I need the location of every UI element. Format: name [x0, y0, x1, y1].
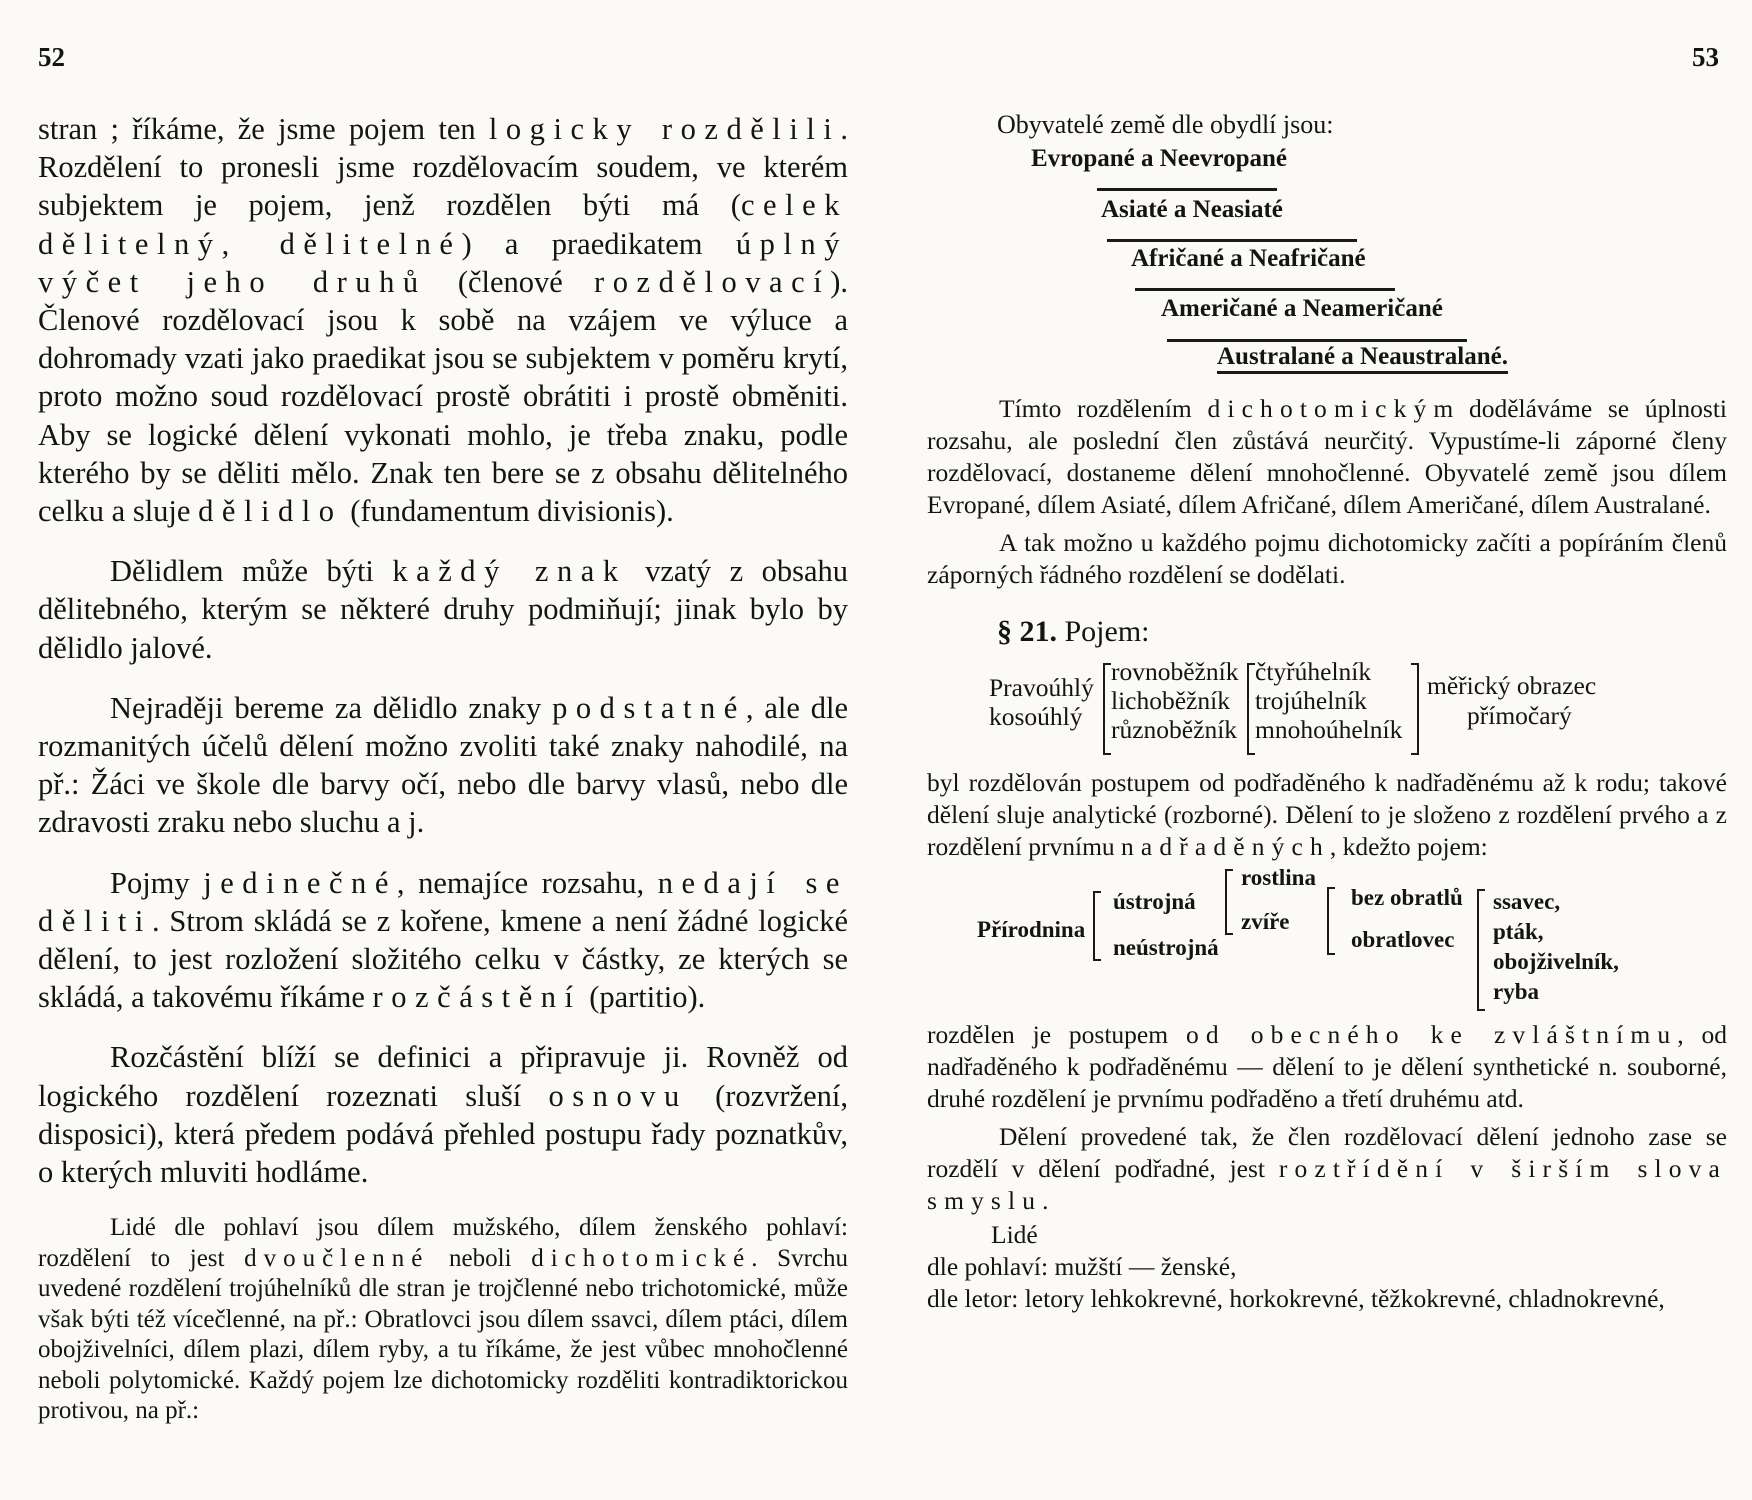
section-heading: § 21. Pojem: [997, 614, 1150, 648]
page-number-right: 53 [1692, 42, 1719, 72]
table-cell: trojúhelník [1255, 685, 1367, 715]
tree-node: obratlovec [1351, 926, 1455, 952]
division-row: Afričané a Neafričané [1131, 244, 1366, 272]
brace [1225, 869, 1233, 935]
paragraph: Pojmy jedinečné, nemajíce rozsahu, nedají se děliti. Strom skládá se z kořene, kmene a není žádné logické dělení, to jest rozložení složitého celku v částky, ze kterých se skládá, a takovému říkáme rozčástění (partitio). [38, 865, 849, 1015]
table-cell: čtyřúhelník [1255, 656, 1372, 686]
tree-node: ssavec, [1493, 888, 1561, 914]
brace [1093, 891, 1101, 961]
table-cell: různoběžník [1111, 714, 1238, 744]
paragraph: Nejraději bereme za dělidlo znaky podstatné, ale dle rozmanitých účelů dělení možno zvoliti také znaky nahodilé, na př.: Žáci ve škole dle barvy očí, nebo dle barvy vlasů, nebo dle zdravosti zraku nebo sluchu a j. [38, 690, 848, 840]
brace [1103, 663, 1111, 755]
division-row: Američané a Neameričané [1161, 294, 1443, 322]
table-cell: kosoúhlý [989, 701, 1083, 731]
left-page [38, 110, 848, 1427]
division-row: Asiaté a Neasiaté [1101, 195, 1283, 223]
brace-rule [1167, 339, 1467, 342]
brace [1411, 663, 1419, 755]
brace-rule [1097, 188, 1277, 191]
brace-rule [1107, 239, 1357, 242]
page-number-left: 52 [38, 42, 65, 72]
tree-node: pták, [1493, 918, 1544, 944]
paragraph: Rozčástění blíží se definici a připravuje ji. Rovněž od logického rozdělení rozeznati sluší osnovu (rozvržení, disposici), která předem podává přehled postupu řady poznatkův, o kterých mluviti hodláme. [38, 1040, 848, 1190]
table-cell: přímočarý [1467, 700, 1572, 730]
tree-node: ryba [1493, 978, 1539, 1004]
division-row: Evropané a Neevropané [1031, 144, 1288, 172]
dichotomy-diagram [927, 143, 1727, 393]
tree-node: ústrojná [1113, 888, 1196, 914]
list-heading: Lidé [991, 1219, 1038, 1249]
table-cell: mnohoúhelník [1255, 714, 1403, 744]
tree-node: zvíře [1241, 908, 1290, 934]
paragraph: Dělení provedené tak, že člen rozdělovací dělení jednoho zase se rozdělí v dělení podřadné, jest roztřídění v širším slova smyslu. [927, 1121, 1727, 1215]
nature-tree [927, 864, 1727, 1019]
brace [1247, 663, 1255, 755]
table-cell: lichoběžník [1111, 685, 1230, 715]
intro-line: Obyvatelé země dle obydlí jsou: [997, 110, 1334, 139]
brace [1327, 887, 1335, 955]
paragraph: stran ; říkáme, že jsme pojem ten logicky rozdělili. Rozdělení to pronesli jsme rozdělovacím soudem, ve kterém subjektem je pojem, jenž rozdělen býti má (celek dělitelný, dělitelné) a praedikatem úplný výčet jeho druhů (členové rozdělovací). Členové rozdělovací jsou k sobě na vzájem ve výluce a dohromady vzati jako praedikat jsou se subjektem v poměru krytí, proto možno soud rozdělovací prostě obrátiti i prostě obměniti. Aby se logické dělení vykonati mohlo, je třeba znaku, podle kterého by se děliti mělo. Znak ten bere se z obsahu dělitelného celku a sluje dělidlo (fundamentum divisionis). [38, 112, 849, 529]
right-page [927, 110, 1727, 1315]
paragraph: Dělidlem může býti každý znak vzatý z obsahu dělitebného, kterým se některé druhy podmiňují; jinak bylo by dělidlo jalové. [38, 554, 848, 665]
brace-rule [1135, 288, 1395, 291]
list-item: dle letor: letory lehkokrevné, horkokrevné, těžkokrevné, chladnokrevné, [927, 1283, 1665, 1313]
table-cell: měřický obrazec [1427, 670, 1597, 700]
paragraph: A tak možno u každého pojmu dichotomicky začíti a popíráním členů záporných řádného rozdělení se dodělati. [927, 527, 1727, 589]
tree-node: rostlina [1241, 864, 1316, 890]
list-item: dle pohlaví: mužští — ženské, [927, 1251, 1237, 1281]
table-cell: rovnoběžník [1111, 656, 1239, 686]
division-row: Australané a Neaustralané. [1217, 343, 1508, 374]
tree-node: obojživelník, [1493, 948, 1619, 974]
small-paragraph: Lidé dle pohlaví jsou dílem mužského, dílem ženského pohlaví: rozdělení to jest dvoučlenné neboli dichotomické. Svrchu uvedené rozdělení trojúhelníků dle stran je trojčlenné nebo trichotomické, může však býti též vícečlenné, na př.: Obratlovci jsou dílem ssavci, dílem ptáci, dílem obojživelníci, dílem plazi, dílem ryby, a tu říkáme, že jest vůbec mnohočlenné neboli polytomické. Každý pojem lze dichotomicky rozděliti kontradiktorickou protivou, na př.: [38, 1214, 848, 1425]
concept-table [927, 657, 1727, 767]
paragraph: rozdělen je postupem od obecného ke zvláštnímu, od nadřaděného k podřaděnému — dělení to je dělení synthetické n. souborné, druhé rozdělení je prvnímu podřaděno a třetí druhému atd. [927, 1019, 1728, 1113]
paragraph: byl rozdělován postupem od podřaděného k nadřaděnému až k rodu; takové dělení sluje analytické (rozborné). Dělení to je složeno z rozdělení prvého a z rozdělení prvnímu nadřaděných, kdežto pojem: [927, 767, 1727, 861]
tree-node: neústrojná [1113, 934, 1219, 960]
tree-node: bez obratlů [1351, 884, 1463, 910]
brace [1477, 889, 1485, 1011]
paragraph: Tímto rozdělením dichotomickým doděláváme se úplnosti rozsahu, ale poslední člen zůstává neurčitý. Vypustíme-li záporné členy rozdělovací, dostaneme dělení mnohočlenné. Obyvatelé země jsou dílem Evropané, dílem Asiaté, dílem Afričané, dílem Američané, dílem Australané. [927, 393, 1728, 519]
tree-root: Přírodnina [977, 916, 1086, 942]
table-cell: Pravoúhlý [989, 672, 1094, 702]
